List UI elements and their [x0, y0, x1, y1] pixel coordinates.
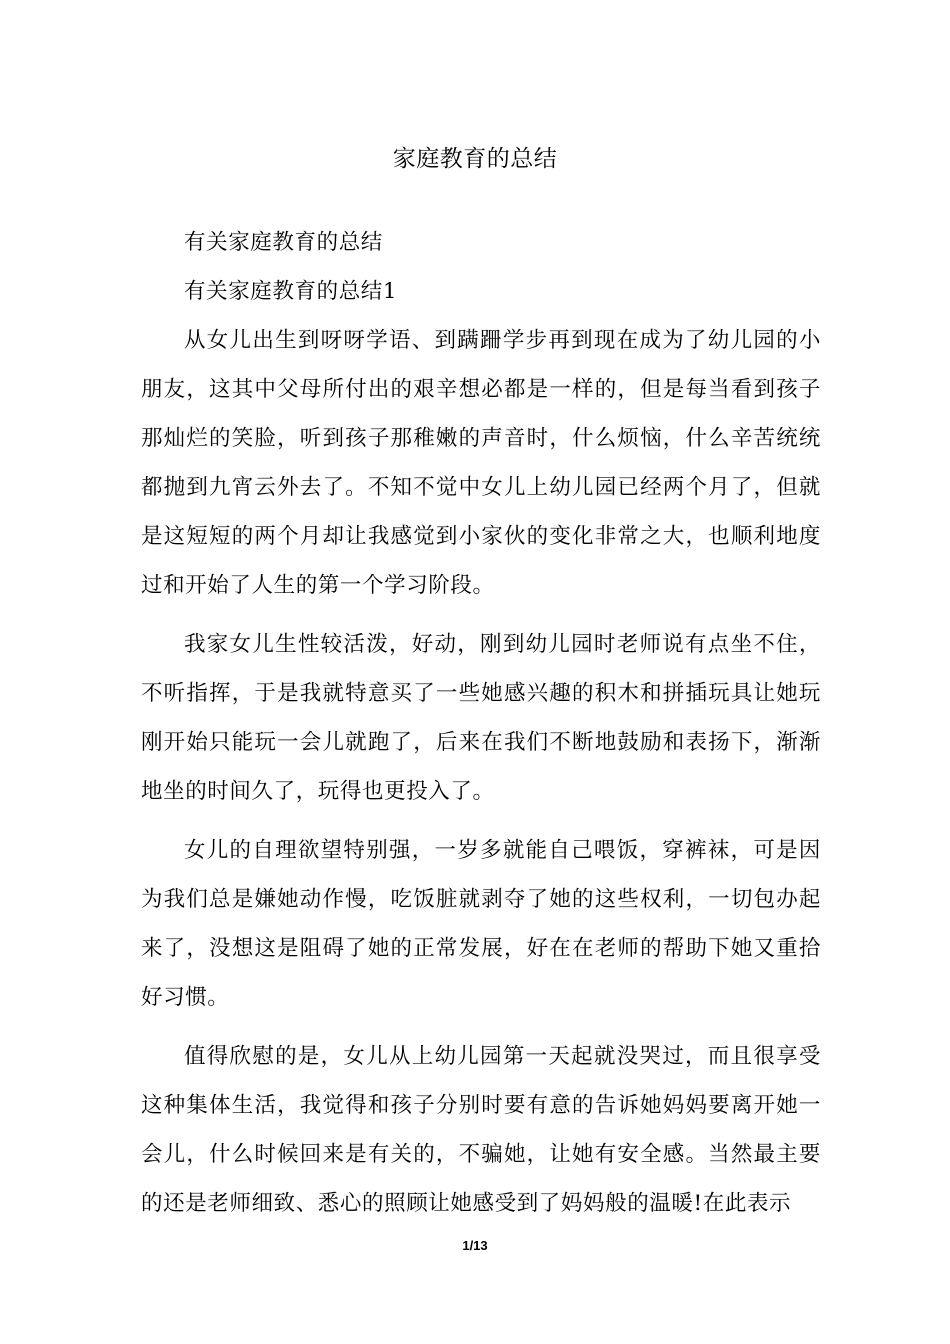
document-body — [141, 218, 821, 1228]
paragraph-3: 女儿的自理欲望特别强，一岁多就能自己喂饭，穿裤袜，可是因为我们总是嫌她动作慢，吃饭脏就剥夺了她的这些权利，一切包办起来了，没想这是阻碍了她的正常发展，好在在老师的帮助下她又重拾好习惯。 — [141, 838, 821, 1010]
subtitle: 有关家庭教育的总结 — [184, 230, 383, 255]
page-number: 1/13 — [462, 1238, 488, 1253]
paragraph-4: 值得欣慰的是，女儿从上幼儿园第一天起就没哭过，而且很享受这种集体生活，我觉得和孩子分别时要有意的告诉她妈妈要离开她一会儿，什么时候回来是有关的，不骗她，让她有安全感。当然最主要的还是老师细致、悉心的照顾让她感受到了妈妈般的温暖!在此表示 — [141, 1044, 821, 1216]
section-heading: 有关家庭教育的总结1 — [184, 279, 398, 304]
paragraph-1: 从女儿出生到呀呀学语、到蹒跚学步再到现在成为了幼儿园的小朋友，这其中父母所付出的艰辛想必都是一样的，但是每当看到孩子那灿烂的笑脸，听到孩子那稚嫩的声音时，什么烦恼，什么辛苦统统都抛到九宵云外去了。不知不觉中女儿上幼儿园已经两个月了，但就是这短短的两个月却让我感觉到小家伙的变化非常之大，也顺利地度过和开始了人生的第一个学习阶段。 — [141, 328, 821, 598]
paragraph-2: 我家女儿生性较活泼，好动，刚到幼儿园时老师说有点坐不住，不听指挥，于是我就特意买了一些她感兴趣的积木和拼插玩具让她玩刚开始只能玩一会儿就跑了，后来在我们不断地鼓励和表扬下，渐渐地坐的时间久了，玩得也更投入了。 — [141, 632, 821, 804]
document-title: 家庭教育的总结 — [392, 146, 558, 172]
